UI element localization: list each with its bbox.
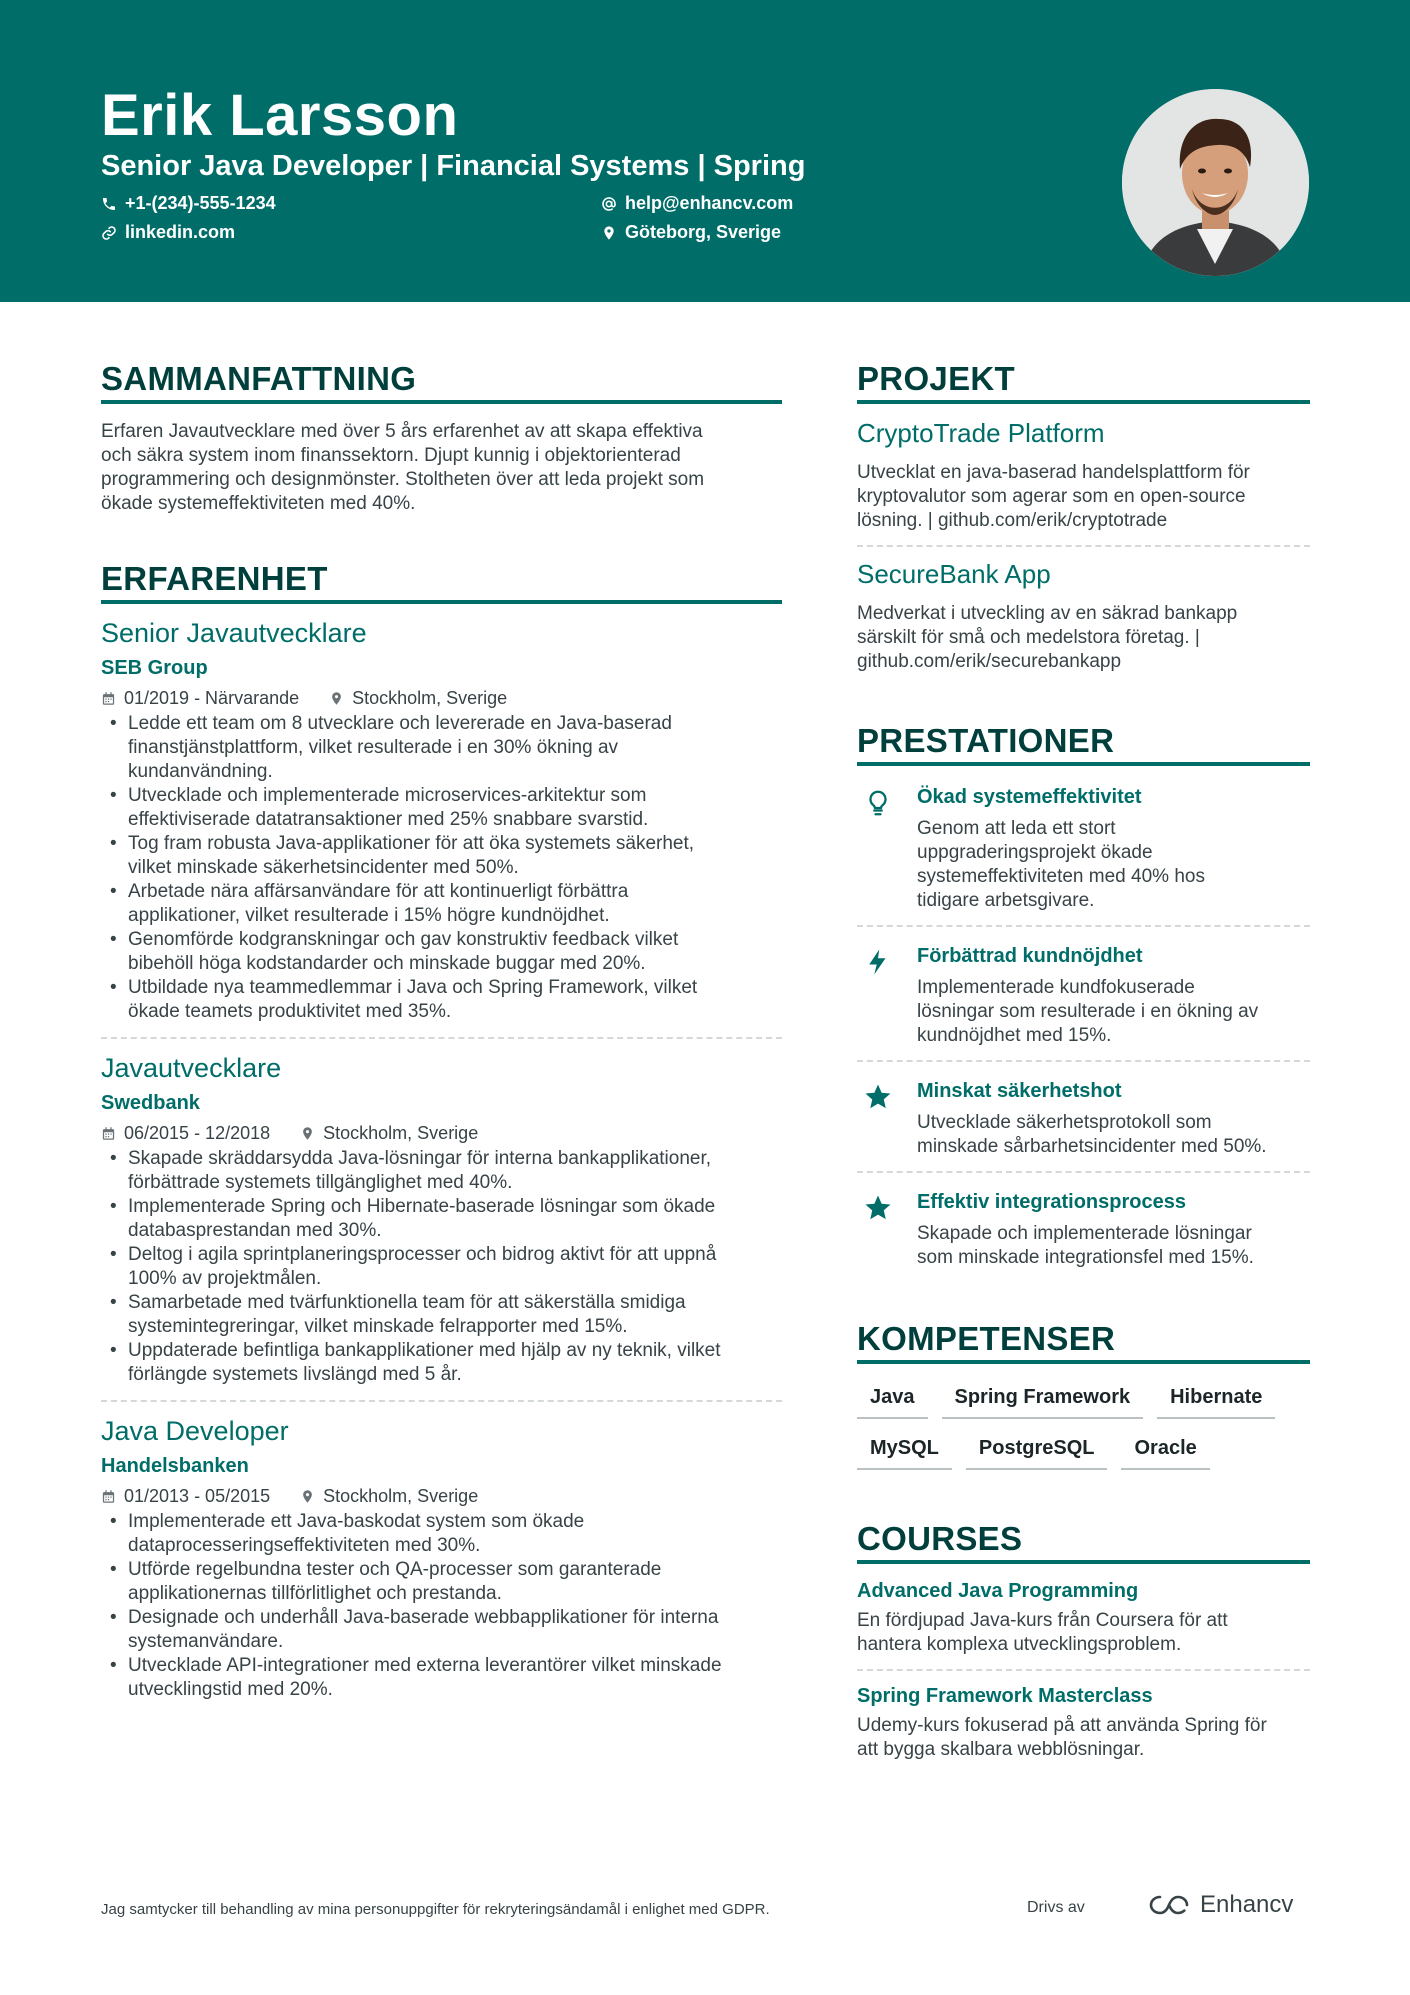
calendar-icon — [101, 691, 116, 706]
headline: Senior Java Developer | Financial Systems | Spring — [101, 150, 806, 182]
achievement-entry — [857, 1191, 1310, 1270]
lightning-icon — [863, 947, 893, 977]
phone-text: +1-(234)-555-1234 — [125, 193, 276, 213]
location-pin-icon — [601, 225, 617, 241]
location-pin-icon — [300, 1489, 315, 1504]
link-icon — [101, 225, 117, 241]
location-text: Göteborg, Sverige — [625, 222, 782, 242]
skills-heading: KOMPETENSER — [857, 1320, 1310, 1364]
skill-tag: Spring Framework — [942, 1386, 1144, 1419]
bullet-item: • Designade och underhåll Java-baserade webbapplikationer för interna systemanvändare. — [101, 1606, 782, 1654]
job-dates: 06/2015 - 12/2018 — [124, 1123, 271, 1143]
achievement-description: Utvecklade säkerhetsprotokoll som minskade sårbarhetsincidenter med 50%. — [917, 1112, 1267, 1157]
summary-line: Erfaren Javautvecklare med över 5 års erfarenhet av att skapa effektiva — [101, 421, 703, 442]
skill-tag: Java — [857, 1386, 928, 1419]
skills-row — [857, 1437, 1310, 1470]
bullet-item: • Utbildade nya teammedlemmar i Java och Spring Framework, vilket ökade teamets produktivitet med 35%. — [101, 976, 782, 1024]
bullet-item: • Utförde regelbundna tester och QA-processer som garanterade applikationernas tillförlitlighet och prestanda. — [101, 1558, 782, 1606]
phone-icon — [101, 196, 117, 212]
job-entry — [101, 1053, 782, 1387]
job-meta — [101, 1486, 782, 1507]
enhancv-logo-icon — [1146, 1893, 1192, 1917]
achievements-heading: PRESTATIONER — [857, 722, 1310, 766]
bullet-item: • Tog fram robusta Java-applikationer för att öka systemets säkerhet, vilket minskade säkerhetsincidenter med 50%. — [101, 832, 782, 880]
achievement-description: Skapade och implementerade lösningar som minskade integrationsfel med 15%. — [917, 1223, 1254, 1268]
bullet-item: • Genomförde kodgranskningar och gav konstruktiv feedback vilket bibehöll höga kodstandarder och minskade buggar med 20%. — [101, 928, 782, 976]
project-description: Medverkat i utveckling av en säkrad bankapp särskilt för små och medelstora företag. | github.com/erik/securebankapp — [857, 603, 1238, 672]
project-entry — [857, 418, 1310, 533]
summary-line: ökade systemeffektiviteten med 40%. — [101, 493, 416, 514]
achievement-entry — [857, 786, 1310, 913]
skill-tag: Hibernate — [1157, 1386, 1275, 1419]
star-icon — [863, 1193, 893, 1223]
contact-phone[interactable] — [101, 193, 276, 214]
contact-location — [601, 222, 781, 243]
divider — [857, 545, 1310, 547]
course-description: Udemy-kurs fokuserad på att använda Spring för att bygga skalbara webblösningar. — [857, 1715, 1267, 1760]
job-title: Senior Javautvecklare — [101, 618, 367, 648]
left-column — [101, 360, 782, 1702]
project-title: SecureBank App — [857, 559, 1051, 589]
star-icon — [863, 1082, 893, 1112]
job-company: Swedbank — [101, 1092, 200, 1114]
bullet-item: • Arbetade nära affärsanvändare för att kontinuerligt förbättra applikationer, vilket resulterade i 15% högre kundnöjdhet. — [101, 880, 782, 928]
bullet-item: • Deltog i agila sprintplaneringsprocesser och bidrog aktivt för att uppnå 100% av projektmålen. — [101, 1243, 782, 1291]
job-meta — [101, 1123, 782, 1144]
linkedin-text: linkedin.com — [125, 222, 236, 242]
job-bullets — [101, 1147, 782, 1387]
job-entry — [101, 618, 782, 1024]
achievement-entry — [857, 945, 1310, 1048]
skill-tag: MySQL — [857, 1437, 952, 1470]
summary-line: programmering och designmönster. Stoltheten över att leda projekt som — [101, 469, 705, 490]
summary-line: och säkra system inom finanssektorn. Djupt kunnig i objektorienterad — [101, 445, 681, 466]
contact-email[interactable] — [601, 193, 793, 214]
job-title: Java Developer — [101, 1416, 289, 1446]
bullet-item: • Samarbetade med tvärfunktionella team för att säkerställa smidiga systemintegreringar, vilket minskade felrapporter med 15%. — [101, 1291, 782, 1339]
bullet-item: • Utvecklade API-integrationer med externa leverantörer vilket minskade utvecklingstid med 20%. — [101, 1654, 782, 1702]
job-entry — [101, 1416, 782, 1702]
bullet-item: • Implementerade Spring och Hibernate-baserade lösningar som ökade databasprestandan med 30%. — [101, 1195, 782, 1243]
enhancv-brand-text: Enhancv — [1200, 1891, 1294, 1918]
courses-heading: COURSES — [857, 1520, 1310, 1564]
job-title: Javautvecklare — [101, 1053, 282, 1083]
achievement-title: Förbättrad kundnöjdhet — [917, 945, 1143, 967]
job-dates: 01/2013 - 05/2015 — [124, 1486, 271, 1506]
skill-tag: PostgreSQL — [966, 1437, 1108, 1470]
divider — [857, 1171, 1310, 1173]
project-title: CryptoTrade Platform — [857, 418, 1105, 448]
bullet-item: • Utvecklade och implementerade microservices-arkitektur som effektiviserade datatransaktioner med 25% snabbare svarstid. — [101, 784, 782, 832]
skill-tag: Oracle — [1121, 1437, 1209, 1470]
experience-heading: ERFARENHET — [101, 560, 782, 604]
job-company: Handelsbanken — [101, 1455, 249, 1477]
job-location: Stockholm, Sverige — [323, 1486, 479, 1506]
bullet-item: • Implementerade ett Java-baskodat system som ökade dataprocesseringseffektiviteten med 30%. — [101, 1510, 782, 1558]
course-title: Spring Framework Masterclass — [857, 1685, 1153, 1707]
location-pin-icon — [300, 1126, 315, 1141]
achievement-title: Ökad systemeffektivitet — [917, 786, 1142, 808]
job-company: SEB Group — [101, 657, 208, 679]
profile-photo — [1122, 89, 1309, 276]
lightbulb-icon — [863, 788, 893, 818]
at-icon — [601, 196, 617, 212]
job-meta — [101, 688, 782, 709]
course-entry — [857, 1580, 1310, 1657]
divider — [101, 1400, 782, 1402]
course-title: Advanced Java Programming — [857, 1580, 1139, 1602]
achievement-description: Genom att leda ett stort uppgraderingsprojekt ökade systemeffektiviteten med 40% hos tidigare arbetsgivare. — [917, 818, 1205, 911]
calendar-icon — [101, 1126, 116, 1141]
job-bullets — [101, 1510, 782, 1702]
summary-heading: SAMMANFATTNING — [101, 360, 782, 404]
calendar-icon — [101, 1489, 116, 1504]
achievement-description: Implementerade kundfokuserade lösningar som resulterade i en ökning av kundnöjdhet med 15%. — [917, 977, 1259, 1046]
course-entry — [857, 1685, 1310, 1762]
project-entry — [857, 559, 1310, 674]
bullet-item: • Uppdaterade befintliga bankapplikationer med hjälp av ny teknik, vilket förlängde systemets livslängd med 5 år. — [101, 1339, 782, 1387]
powered-by-label: Drivs av — [1027, 1899, 1085, 1916]
candidate-name: Erik Larsson — [101, 83, 459, 148]
job-dates: 01/2019 - Närvarande — [124, 688, 300, 708]
projects-heading: PROJEKT — [857, 360, 1310, 404]
gdpr-consent: Jag samtycker till behandling av mina personuppgifter för rekryteringsändamål i enlighet med GDPR. — [101, 1901, 770, 1918]
job-location: Stockholm, Sverige — [323, 1123, 479, 1143]
achievement-title: Effektiv integrationsprocess — [917, 1191, 1186, 1213]
bullet-item: • Ledde ett team om 8 utvecklare och levererade en Java-baserad finanstjänstplattform, vilket resulterade i en 30% ökning av kundanvändning. — [101, 712, 782, 784]
job-location: Stockholm, Sverige — [352, 688, 508, 708]
job-bullets — [101, 712, 782, 1024]
divider — [857, 1669, 1310, 1671]
location-pin-icon — [329, 691, 344, 706]
bullet-item: • Skapade skräddarsydda Java-lösningar för interna bankapplikationer, förbättrade systemets tillgänglighet med 40%. — [101, 1147, 782, 1195]
course-description: En fördjupad Java-kurs från Coursera för att hantera komplexa utvecklingsproblem. — [857, 1610, 1228, 1655]
divider — [857, 1060, 1310, 1062]
avatar-icon — [1122, 89, 1309, 276]
email-text: help@enhancv.com — [625, 193, 794, 213]
resume-header — [0, 0, 1410, 302]
divider — [857, 925, 1310, 927]
skills-row — [857, 1386, 1310, 1419]
project-description: Utvecklat en java-baserad handelsplattform för kryptovalutor som agerar som en open-source lösning. | github.com/erik/cryptotrade — [857, 462, 1250, 531]
contact-linkedin[interactable] — [101, 222, 235, 243]
divider — [101, 1037, 782, 1039]
enhancv-logo[interactable] — [1146, 1891, 1293, 1919]
achievement-entry — [857, 1080, 1310, 1159]
summary-text — [101, 420, 782, 516]
right-column — [857, 360, 1310, 1762]
achievement-title: Minskat säkerhetshot — [917, 1080, 1122, 1102]
